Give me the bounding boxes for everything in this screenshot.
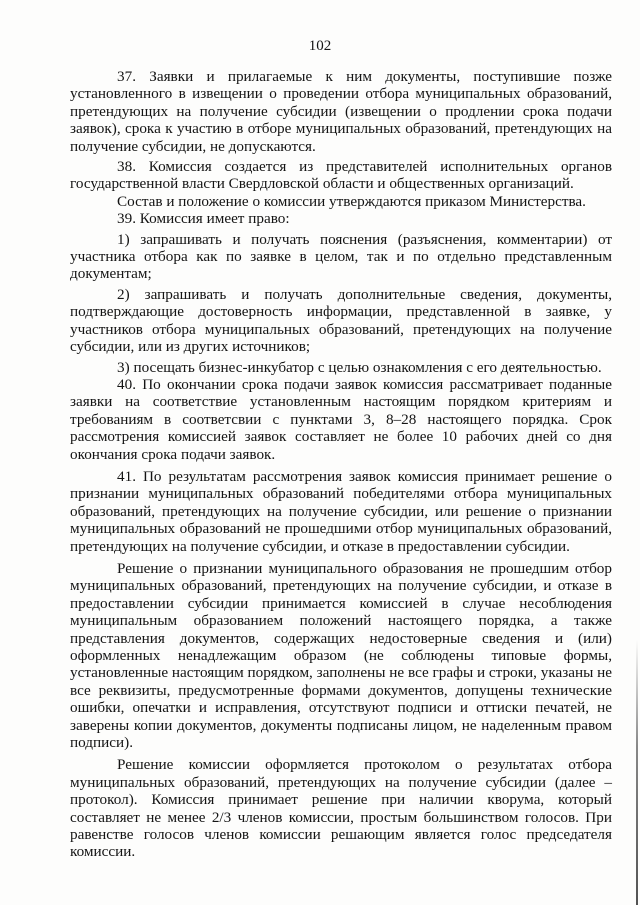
paragraph-38: 38. Комиссия создается из представителей исполнительных органов государственной власти Свердловской области и общественных организаций. (70, 158, 612, 193)
paragraph-40: 40. По окончании срока подачи заявок комиссия рассматривает поданные заявки на соответствие установленным настоящим порядком критериям и требованиям в соответсвии с пунктами 3, 8–28 настоящего порядка. Срок рассмотрения комиссией заявок составляет не более 10 рабочих дней со дня окончания срока подачи заявок. (70, 375, 612, 463)
paragraph-41: 41. По результатам рассмотрения заявок комиссия принимает решение о признании муниципальных образований победителями отбора муниципальных образований, претендующих на получение субсидии, или решение о признании муниципальных образований не прошедшими отбор муниципальных образований, претендующих на получение субсидии, и отказе в предоставлении субсидии. (70, 467, 612, 555)
paragraph-39: 39. Комиссия имеет право: (117, 210, 290, 228)
document-body (70, 68, 612, 861)
page-number: 102 (308, 38, 332, 54)
paragraph-39-item-1: 1) запрашивать и получать пояснения (разъяснения, комментарии) от участника отбора как по заявке в целом, так и по отдельно представленным документам; (70, 230, 612, 283)
paragraph-rejection-decision: Решение о признании муниципального образования не прошедшим отбор муниципальных образований, претендующих на получение субсидии, и отказе в предоставлении субсидии принимается комиссией в случае несоблюдения муниципальным образованием положений настоящего порядка, а также представления документов, содержащих недостоверные сведения и (или) оформленных ненадлежащим образом (не соблюдены типовые формы, установленные настоящим порядком, заполнены не все графы и строки, указаны не все реквизиты, предусмотренные формами документов, допущены технические ошибки, опечатки и исправления, отсутствуют подписи и оттиски печатей, не заверены копии документов, документы подписаны лицом, не наделенным правом подписи). (70, 559, 612, 752)
paragraph-39-item-3: 3) посещать бизнес-инкубатор с целью ознакомления с его деятельностью. (117, 358, 602, 376)
paragraph-39-item-2: 2) запрашивать и получать дополнительные сведения, документы, подтверждающие достоверность информации, представленной в заявке, у участников отбора муниципальных образований, претендующих на получение субсидии, или из других источников; (70, 285, 612, 356)
paragraph-commission-composition: Состав и положение о комиссии утверждаются приказом Министерства. (117, 192, 586, 210)
scan-edge-shadow (636, 640, 638, 905)
paragraph-protocol-decision: Решение комиссии оформляется протоколом о результатах отбора муниципальных образований, претендующих на получение субсидии (далее – протокол). Комиссия принимает решение при наличии кворума, который составляет не менее 2/3 членов комиссии, простым большинством голосов. При равенстве голосов членов комиссии решающим является голос председателя комиссии. (70, 756, 612, 861)
paragraph-37: 37. Заявки и прилагаемые к ним документы, поступившие позже установленного в извещении о проведении отбора муниципальных образований, претендующих на получение субсидии (извещении о продлении срока подачи заявок), срока к участию в отборе муниципальных образований, претендующих на получение субсидии, не допускаются. (70, 68, 612, 155)
